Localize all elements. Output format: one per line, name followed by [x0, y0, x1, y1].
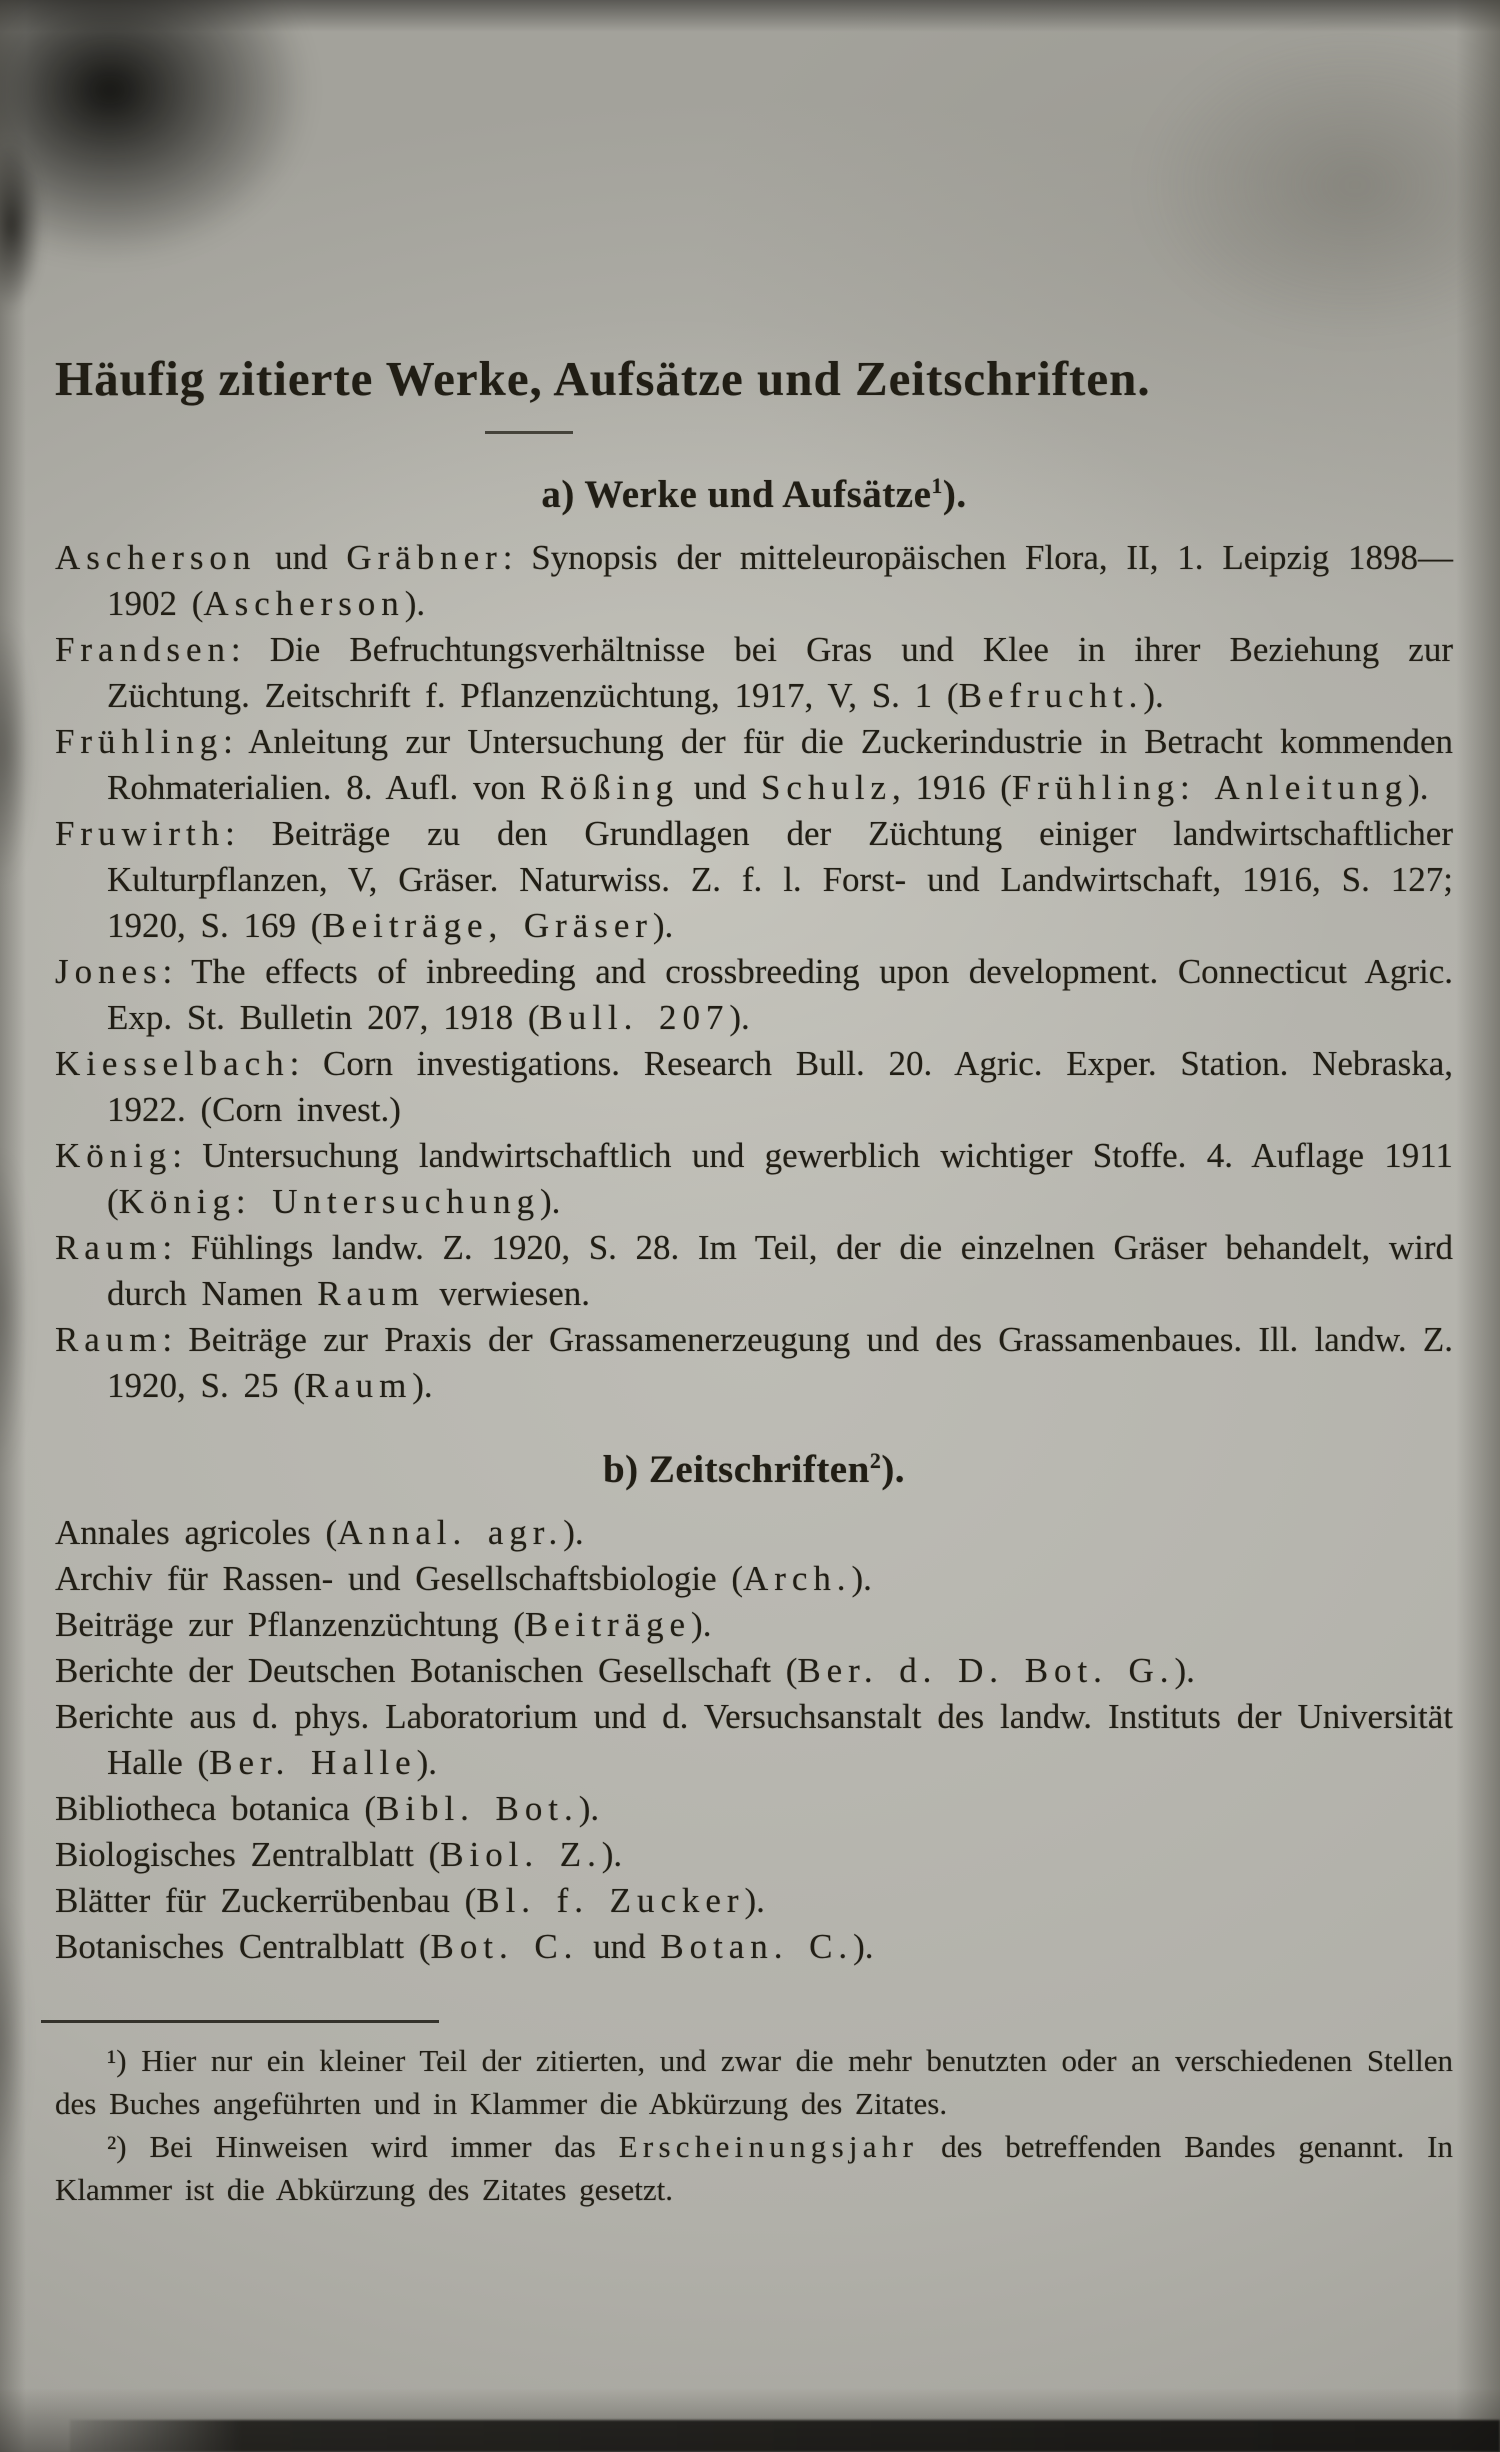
scan-dark-band-bottom: [70, 2420, 1500, 2452]
section-a-heading-suffix: ).: [942, 473, 967, 516]
scan-smudge-left-4: [0, 1900, 24, 2180]
scan-shadow-top-left: [0, 0, 310, 260]
footnote-block: [55, 2039, 1453, 2211]
scan-smudge-left-1: [0, 140, 42, 310]
footnote-2: ²) Bei Hinweisen wird immer das Erscheinungsjahr des betreffenden Bandes genannt. In Klammer ist die Abkürzung des Zitates gesetzt.: [55, 2129, 1453, 2207]
page-title: Häufig zitierte Werke, Aufsätze und Zeitschriften.: [55, 351, 1151, 406]
bibliography-entry-jones: Jones: The effects of inbreeding and crossbreeding upon development. Connecticut Agric. Exp. St. Bulletin 207, 1918 (Bull. 207).: [55, 952, 1453, 1037]
journal-entry-botanisches: Botanisches Centralblatt (Bot. C. und Botan. C.).: [55, 1927, 874, 1966]
journal-entry-bibliotheca: Bibliotheca botanica (Bibl. Bot.).: [55, 1789, 600, 1828]
section-b-heading: [55, 1447, 1453, 1492]
section-a-heading: [55, 472, 1453, 517]
journal-entry-blaetter: Blätter für Zuckerrübenbau (Bl. f. Zucker).: [55, 1881, 765, 1920]
footnote-1: ¹) Hier nur ein kleiner Teil der zitierten, und zwar die mehr benutzten oder an verschiedenen Stellen des Buches angeführten und in Klammer die Abkürzung des Zitates.: [55, 2043, 1453, 2121]
bibliography-entry-koenig: König: Untersuchung landwirtschaftlich und gewerblich wichtiger Stoffe. 4. Auflage 1911 (König: Untersuchung).: [55, 1136, 1453, 1221]
section-b-heading-suffix: ).: [881, 1448, 906, 1491]
scan-shadow-top-edge: [0, 0, 1500, 32]
scan-shadow-right-edge: [1456, 0, 1500, 2452]
page-content: [55, 350, 1453, 2211]
footnote-ref-1: 1: [931, 473, 943, 498]
scan-smudge-left-2: [0, 620, 32, 880]
bibliography-entry-raum-1: Raum: Fühlings landw. Z. 1920, S. 28. Im Teil, der die einzelnen Gräser behandelt, wird durch Namen Raum verwiesen.: [55, 1228, 1453, 1313]
journal-entry-berichte-bot-ges: Berichte der Deutschen Botanischen Gesellschaft (Ber. d. D. Bot. G.).: [55, 1651, 1195, 1690]
bibliography-entry-fruwirth: Fruwirth: Beiträge zu den Grundlagen der Züchtung einiger landwirtschaftlicher Kulturpflanzen, V, Gräser. Naturwiss. Z. f. l. Forst- und Landwirtschaft, 1916, S. 127; 1920, S. 169 (Beiträge, Gräser).: [55, 814, 1453, 945]
journal-entry-beitraege: Beiträge zur Pflanzenzüchtung (Beiträge).: [55, 1605, 712, 1644]
section-b-heading-text: b) Zeitschriften: [602, 1448, 870, 1491]
journal-entry-biologisches: Biologisches Zentralblatt (Biol. Z.).: [55, 1835, 623, 1874]
journal-entry-archiv: Archiv für Rassen- und Gesellschaftsbiologie (Arch.).: [55, 1559, 872, 1598]
bibliography-entry-fruehling: Frühling: Anleitung zur Untersuchung der für die Zuckerindustrie in Betracht kommenden Rohmaterialien. 8. Aufl. von Rößing und Schulz, 1916 (Frühling: Anleitung).: [55, 722, 1453, 807]
journal-entry-berichte-halle: Berichte aus d. phys. Laboratorium und d. Versuchsanstalt des landw. Instituts der Universität Halle (Ber. Halle).: [55, 1697, 1453, 1782]
scan-shadow-bottom-edge: [0, 2388, 1500, 2452]
footnote-ref-2: 2: [869, 1448, 882, 1473]
scan-shadow-left-edge: [0, 0, 26, 2452]
footnote-separator: [41, 2020, 439, 2023]
journal-entry-annales: Annales agricoles (Annal. agr.).: [55, 1513, 584, 1552]
section-a-entry-list: [55, 535, 1453, 1409]
bibliography-entry-frandsen: Frandsen: Die Befruchtungsverhältnisse bei Gras und Klee in ihrer Beziehung zur Züchtung. Zeitschrift f. Pflanzenzüchtung, 1917, V, S. 1 (Befrucht.).: [55, 630, 1453, 715]
bibliography-entry-raum-2: Raum: Beiträge zur Praxis der Grassamenerzeugung und des Grassamenbaues. Ill. landw. Z. 1920, S. 25 (Raum).: [55, 1320, 1453, 1405]
scan-smudge-left-3: [0, 1150, 26, 1470]
paper-stain-top-right: [1140, 30, 1500, 340]
title-rule: [485, 431, 573, 434]
bibliography-entry-ascherson: Ascherson und Gräbner: Synopsis der mitteleuropäischen Flora, II, 1. Leipzig 1898—1902 (Ascherson).: [55, 538, 1454, 623]
bibliography-entry-kiesselbach: Kiesselbach: Corn investigations. Research Bull. 20. Agric. Exper. Station. Nebraska, 1922. (Corn invest.): [55, 1044, 1453, 1129]
section-a-heading-text: a) Werke und Aufsätze: [541, 473, 932, 516]
section-b-entry-list: [55, 1510, 1453, 1970]
